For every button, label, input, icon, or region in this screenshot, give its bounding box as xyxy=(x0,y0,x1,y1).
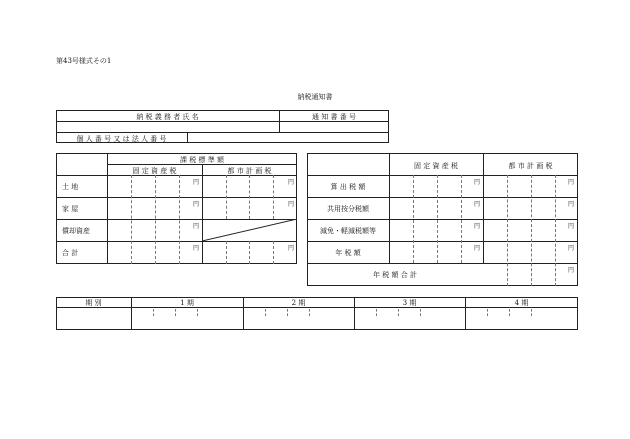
yen-mark: 円 xyxy=(288,245,295,252)
document-title: 納税通知書 xyxy=(297,93,333,101)
yen-mark: 円 xyxy=(288,201,295,208)
yen-mark: 円 xyxy=(568,201,575,208)
tax-amount-col-city: 都 市 計 画 税 xyxy=(508,162,553,170)
row-label-exemption: 減免・軽減税額等 xyxy=(320,227,376,235)
row-label-annual-tax: 年 税 額 xyxy=(335,249,361,257)
period-4-label: 4 期 xyxy=(514,299,529,307)
tax-amount-col-fixed: 固 定 資 産 税 xyxy=(414,162,458,170)
row-label-total: 合 計 xyxy=(62,249,79,257)
yen-mark: 円 xyxy=(193,245,200,252)
yen-mark: 円 xyxy=(568,245,575,252)
yen-mark: 円 xyxy=(568,267,575,274)
row-label-land: 土 地 xyxy=(62,183,79,191)
yen-mark: 円 xyxy=(568,179,575,186)
yen-mark: 円 xyxy=(193,201,200,208)
period-1-label: 1 期 xyxy=(180,299,194,307)
yen-mark: 円 xyxy=(474,201,481,208)
yen-mark: 円 xyxy=(288,179,295,186)
period-label: 期 別 xyxy=(85,299,102,307)
annual-total-label: 年 税 額 合 計 xyxy=(373,271,417,279)
tax-base-col-fixed: 固 定 資 産 税 xyxy=(132,167,177,175)
yen-mark: 円 xyxy=(474,245,481,252)
tax-base-col-city: 都 市 計 画 税 xyxy=(227,167,272,175)
tax-base-header: 課 税 標 準 額 xyxy=(180,156,224,164)
period-3-label: 3 期 xyxy=(402,299,417,307)
taxpayer-name-label: 納 税 義 務 者 氏 名 xyxy=(136,113,199,121)
row-label-calculated-tax: 算 出 税 額 xyxy=(330,183,366,191)
period-2-label: 2 期 xyxy=(291,299,306,307)
notice-number-label: 通 知 書 番 号 xyxy=(312,113,356,121)
form-number: 第43号様式その1 xyxy=(56,57,112,65)
yen-mark: 円 xyxy=(193,223,200,230)
yen-mark: 円 xyxy=(474,179,481,186)
id-number-label: 個 人 番 号 又 は 法 人 番 号 xyxy=(76,135,167,143)
not-applicable-diagonal xyxy=(202,219,297,241)
row-label-shared-tax: 共用按分税額 xyxy=(327,205,369,213)
row-label-building: 家 屋 xyxy=(62,205,79,213)
yen-mark: 円 xyxy=(568,223,575,230)
row-label-depreciable: 償却資産 xyxy=(62,227,90,235)
yen-mark: 円 xyxy=(474,223,481,230)
yen-mark: 円 xyxy=(193,179,200,186)
